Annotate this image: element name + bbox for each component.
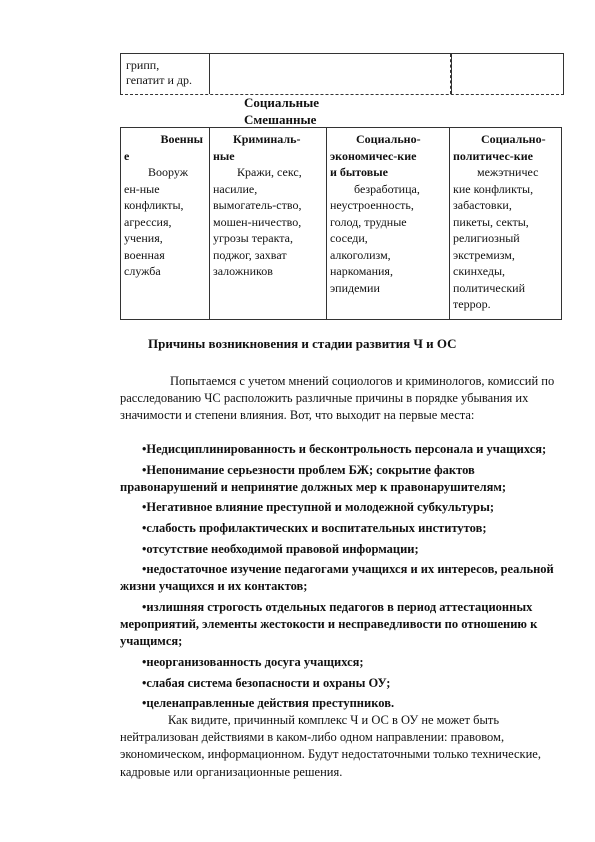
list-item-text: Негативное влияние преступной и молодежной субкультуры; [146, 500, 495, 515]
body-line: скинхеды, [453, 264, 506, 278]
list-item [120, 675, 566, 692]
body-line: Кражи, секс, [237, 165, 302, 179]
body-line: насилие, [213, 181, 258, 196]
table-column-socio-economic [327, 128, 450, 319]
body-line: кие конфликты, [453, 181, 534, 196]
body-line: Вооруж [148, 165, 188, 179]
table-column-military [121, 128, 210, 319]
hazard-types-table [120, 127, 562, 320]
header-line: экономичес-кие [330, 148, 417, 163]
bullet-icon: • [142, 599, 147, 614]
list-item-text: слабость профилактических и воспитательных институтов; [146, 520, 487, 535]
list-item [120, 695, 566, 712]
bullet-icon: • [142, 541, 147, 556]
column-body [330, 181, 447, 297]
list-item [120, 520, 566, 537]
column-body [124, 164, 207, 280]
body-line: соседи, [330, 231, 368, 245]
body-line: наркомания, [330, 264, 393, 278]
body-line: угрозы теракта, [213, 231, 294, 245]
body-line: военная [124, 247, 165, 262]
body-line: террор. [453, 297, 491, 311]
table-column-socio-political [450, 128, 561, 319]
body-line: религиозный [453, 231, 520, 245]
body-line: вымогатель-ство, [213, 198, 302, 212]
list-item [120, 654, 566, 671]
body-line: голод, трудные [330, 214, 407, 229]
list-item [120, 561, 566, 595]
list-item [120, 541, 566, 558]
body-line: конфликты, [124, 198, 184, 212]
list-item [120, 462, 566, 496]
body-line: эпидемии [330, 280, 380, 295]
column-header [330, 131, 447, 181]
header-line: ные [213, 148, 235, 163]
body-line: политический [453, 280, 525, 295]
body-line: безработица, [354, 181, 420, 196]
header-line: Криминаль- [233, 132, 301, 146]
list-item-text: неорганизованность досуга учащихся; [146, 654, 364, 669]
body-line: ен-ные [124, 181, 160, 196]
column-header [213, 131, 324, 164]
body-line: учения, [124, 231, 163, 245]
list-item [120, 441, 566, 458]
list-item-text: целенаправленные действия преступников. [146, 696, 395, 711]
list-item-text: недостаточное изучение педагогами учащихся и их интересов, реальной жизни учащихся и их контактов; [120, 562, 554, 594]
column-body [453, 164, 559, 313]
group-title-line: Смешанные [244, 112, 317, 127]
header-line: и бытовые [330, 165, 388, 179]
list-item-text: Непонимание серьезности проблем БЖ; сокрытие фактов правонарушений и непринятие должных мер к правонарушителям; [120, 462, 507, 494]
header-line: Социально- [356, 132, 421, 146]
list-item-text: слабая система безопасности и охраны ОУ; [146, 675, 391, 690]
table-cell-empty [450, 54, 452, 94]
body-line: экстремизм, [453, 247, 515, 262]
body-line: неустроенность, [330, 198, 414, 212]
bullet-icon: • [142, 520, 147, 535]
body-line: алкоголизм, [330, 247, 391, 262]
table-column-criminal [210, 128, 327, 319]
column-header [453, 131, 559, 164]
body-line: заложников [213, 264, 273, 278]
body-line: агрессия, [124, 214, 172, 229]
bullet-icon: • [142, 442, 147, 456]
cell-line: гепатит и др. [126, 73, 192, 87]
list-item [120, 499, 566, 516]
bullet-icon: • [142, 562, 147, 577]
bullet-icon: • [142, 675, 147, 690]
bullet-icon: • [142, 696, 147, 711]
conclusion-paragraph: Как видите, причинный комплекс Ч и ОС в ОУ не может быть нейтрализован действиями в каком-либо одном направлении: правовом, экономическом, информационном. Будут недостаточными только технические, кадровые или организационные решения. [120, 713, 541, 779]
section-heading: Причины возникновения и стадии развития Ч и ОС [148, 336, 457, 351]
cell-line: грипп, [126, 58, 160, 72]
list-item-text: отсутствие необходимой правовой информации; [146, 541, 419, 556]
body-line: забастовки, [453, 198, 512, 212]
body-line: служба [124, 264, 161, 278]
body-line: поджог, захват [213, 247, 287, 262]
list-item-text: Недисциплинированность и бесконтрольность персонала и учащихся; [146, 442, 547, 456]
bullet-icon: • [142, 654, 147, 669]
header-line: Военны [160, 132, 203, 146]
list-item-text: излишняя строгость отдельных педагогов в период аттестационных мероприятий, элементы жестокости и несправедливости по отношению к учащимся; [120, 599, 538, 649]
table-cell-empty [210, 54, 451, 94]
bullet-icon: • [142, 462, 147, 477]
continued-table-row [120, 53, 564, 95]
header-line: политичес-кие [453, 148, 533, 163]
list-item [120, 599, 566, 651]
bullet-icon: • [142, 500, 147, 515]
intro-paragraph: Попытаемся с учетом мнений социологов и криминологов, комиссий по расследованию ЧС расположить различные причины в порядке убывания их значимости и степени влияния. Вот, что выходит на первые места: [120, 374, 555, 423]
body-line: пикеты, секты, [453, 214, 529, 229]
group-title [244, 94, 364, 128]
header-line: Социально- [481, 132, 546, 146]
group-title-line: Социальные [244, 95, 320, 110]
body-line: межэтничес [477, 165, 539, 179]
causes-list [120, 441, 566, 716]
column-body [213, 164, 324, 280]
column-header [124, 131, 207, 164]
table-cell [121, 54, 210, 94]
body-line: мошен-ничество, [213, 214, 302, 229]
header-line: е [124, 148, 130, 163]
